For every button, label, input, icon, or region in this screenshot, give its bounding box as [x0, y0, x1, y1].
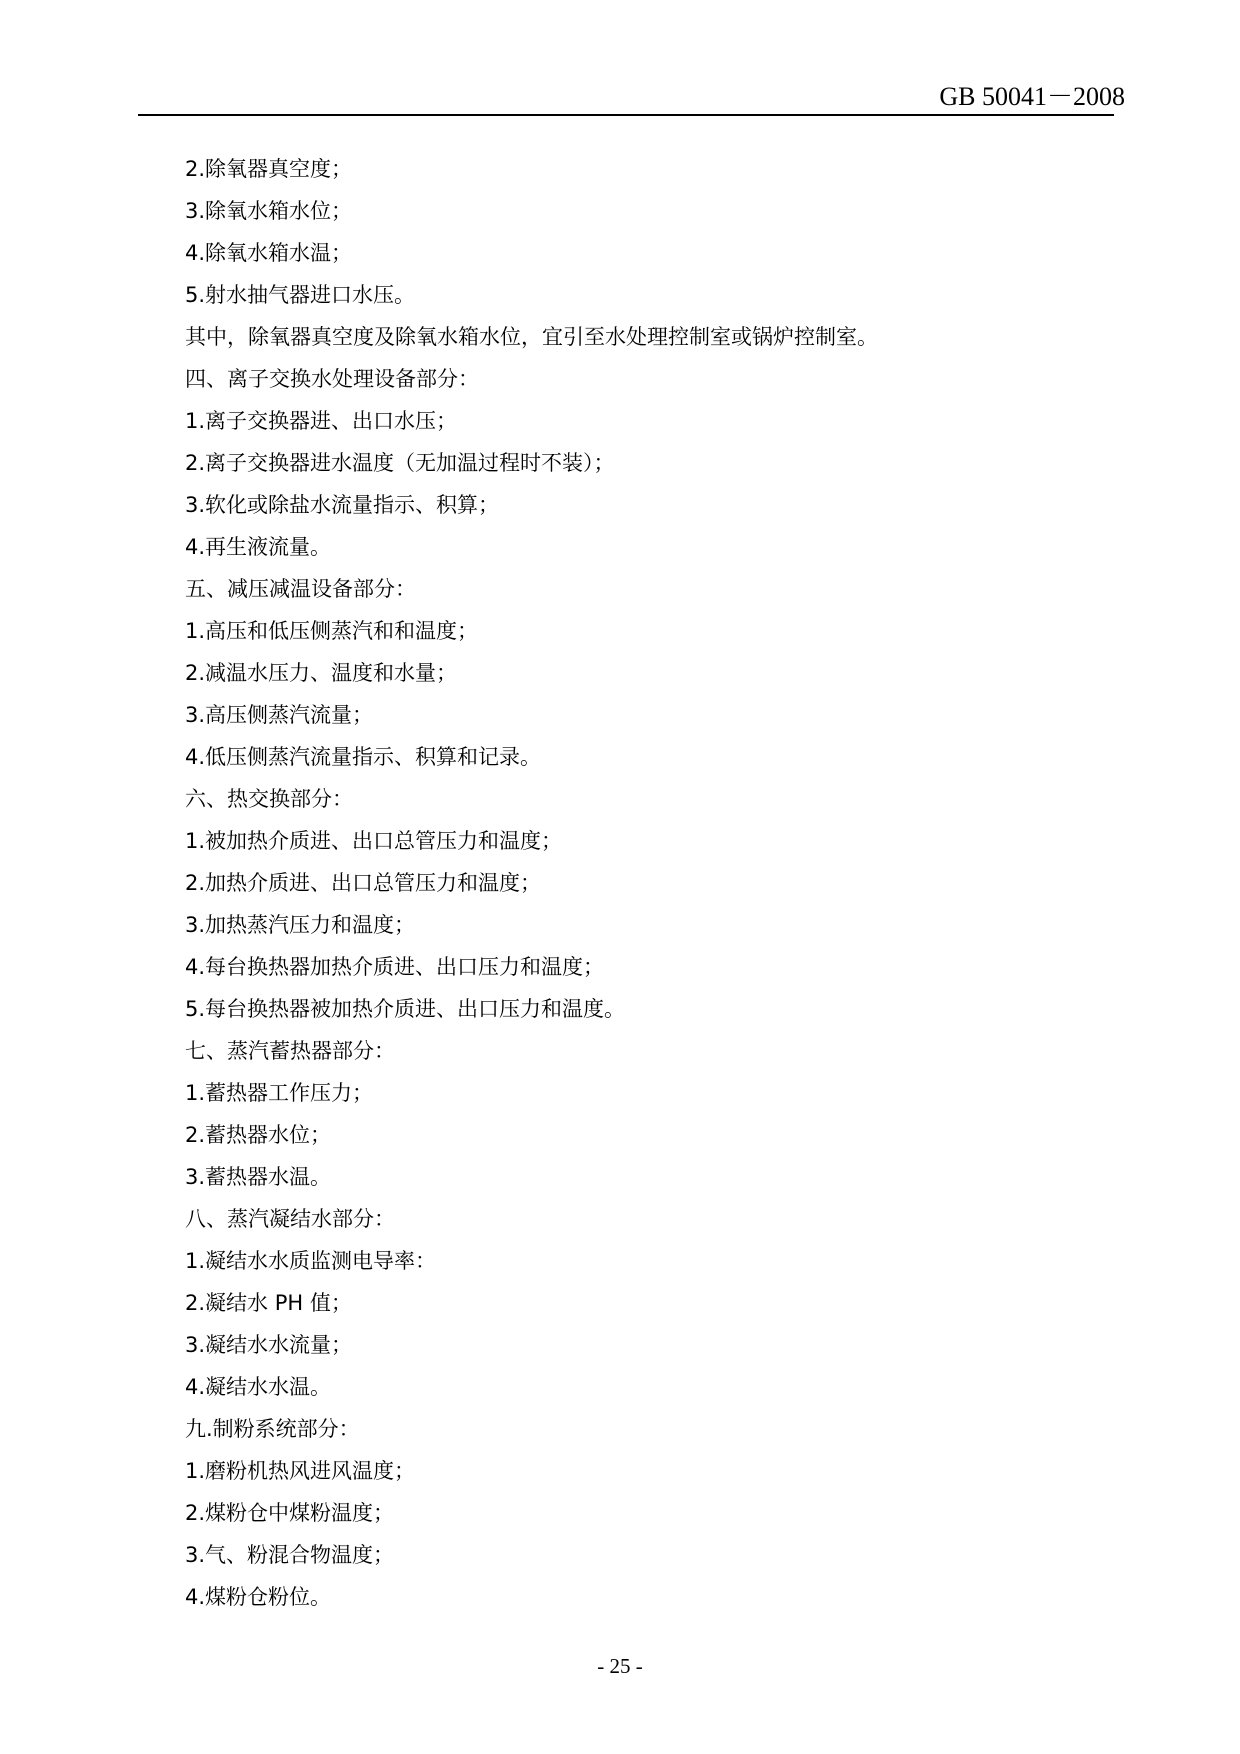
text-line: 2.离子交换器进水温度（无加温过程时不装）；: [185, 451, 615, 475]
body-text: [185, 148, 1115, 1618]
text-line: 4.低压侧蒸汽流量指示、积算和记录。: [185, 745, 542, 769]
text-line: 4.除氧水箱水温；: [185, 241, 353, 265]
text-line: 5.每台换热器被加热介质进、出口压力和温度。: [185, 997, 626, 1021]
text-line: 1.凝结水水质监测电导率：: [185, 1249, 437, 1273]
header-rule: [138, 114, 1114, 116]
document-code: GB 50041－2008: [939, 82, 1125, 111]
text-line: 3.加热蒸汽压力和温度；: [185, 913, 416, 937]
section-heading: 九.制粉系统部分：: [185, 1417, 360, 1441]
text-line: 2.加热介质进、出口总管压力和温度；: [185, 871, 542, 895]
text-line: 1.离子交换器进、出口水压；: [185, 409, 458, 433]
text-line: 3.凝结水水流量；: [185, 1333, 353, 1357]
text-line: 1.高压和低压侧蒸汽和和温度；: [185, 619, 479, 643]
section-heading: 七、蒸汽蓄热器部分：: [185, 1039, 395, 1063]
text-line: 4.再生液流量。: [185, 535, 332, 559]
text-line: 其中，除氧器真空度及除氧水箱水位，宜引至水处理控制室或锅炉控制室。: [185, 325, 878, 349]
section-heading: 五、减压减温设备部分：: [185, 577, 416, 601]
text-line: 4.煤粉仓粉位。: [185, 1585, 332, 1609]
text-line: 3.软化或除盐水流量指示、积算；: [185, 493, 500, 517]
section-heading: 八、蒸汽凝结水部分：: [185, 1207, 395, 1231]
text-line: 4.每台换热器加热介质进、出口压力和温度；: [185, 955, 605, 979]
text-line: 1.被加热介质进、出口总管压力和温度；: [185, 829, 563, 853]
text-line: 2.煤粉仓中煤粉温度；: [185, 1501, 395, 1525]
text-line: 3.蓄热器水温。: [185, 1165, 332, 1189]
text-line: 1.磨粉机热风进风温度；: [185, 1459, 416, 1483]
text-line: 5.射水抽气器进口水压。: [185, 283, 416, 307]
section-heading: 六、热交换部分：: [185, 787, 353, 811]
page-number: - 25 -: [597, 1654, 643, 1678]
section-heading: 四、离子交换水处理设备部分：: [185, 367, 479, 391]
text-line: 1.蓄热器工作压力；: [185, 1081, 374, 1105]
text-line: 2.除氧器真空度；: [185, 157, 353, 181]
text-line: 3.高压侧蒸汽流量；: [185, 703, 374, 727]
text-line: 2.凝结水 PH 值；: [185, 1291, 352, 1315]
text-line: 2.减温水压力、温度和水量；: [185, 661, 458, 685]
text-line: 3.气、粉混合物温度；: [185, 1543, 395, 1567]
text-line: 2.蓄热器水位；: [185, 1123, 332, 1147]
text-line: 3.除氧水箱水位；: [185, 199, 353, 223]
text-line: 4.凝结水水温。: [185, 1375, 332, 1399]
